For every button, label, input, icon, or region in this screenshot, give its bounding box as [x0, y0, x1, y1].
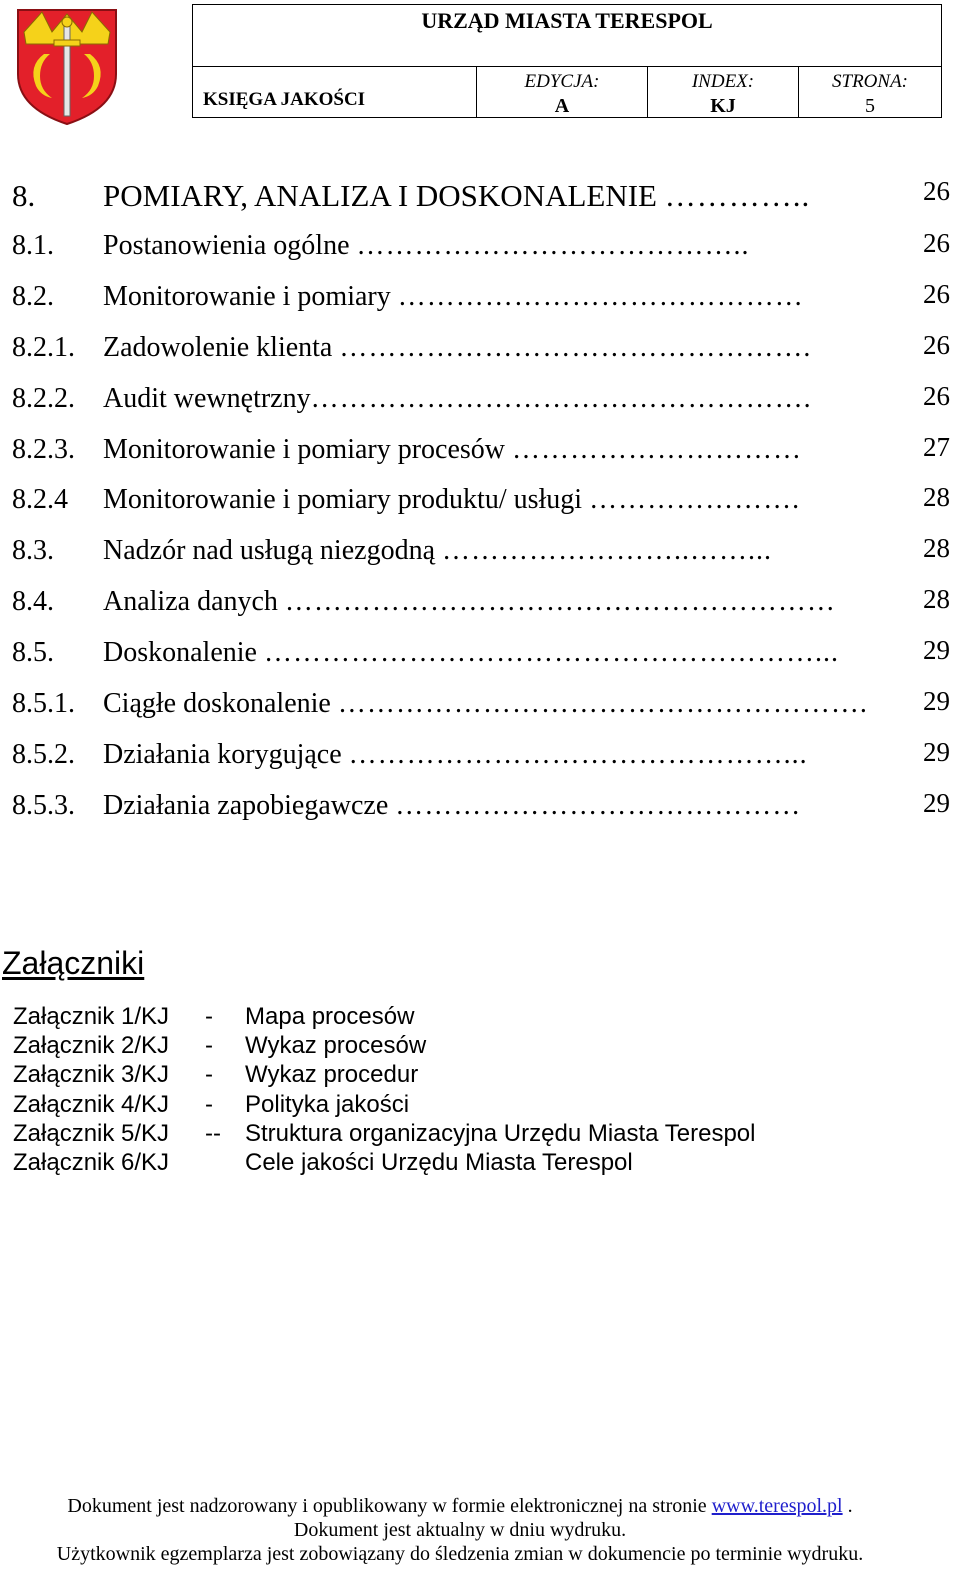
toc-title: Nadzór nad usługą niezgodną: [103, 535, 442, 567]
toc-page: 28: [923, 584, 950, 615]
attachments-heading: Załączniki: [2, 945, 145, 981]
edition-value: A: [554, 95, 570, 117]
toc-page: 26: [923, 329, 950, 360]
toc-dots: ……………………………………………….: [337, 688, 868, 720]
toc-number: 8.2.1.: [12, 331, 75, 363]
attachment-name: Struktura organizacyjna Urzędu Miasta Terespol: [245, 1119, 756, 1147]
edition-label: EDYCJA:: [524, 71, 600, 92]
toc-dots: ……………………………………: [395, 789, 802, 821]
toc-number: 8.5.1.: [12, 688, 75, 720]
toc-page: 26: [923, 176, 950, 206]
attachment-code: Załącznik 5/KJ: [13, 1119, 170, 1147]
toc-entry[interactable]: [12, 381, 950, 432]
toc-dots: ……………………..……...: [442, 535, 772, 567]
page-cell: [798, 67, 941, 117]
attachment-name: Wykaz procedur: [245, 1061, 419, 1089]
toc-dots: …………………………………..: [356, 230, 750, 261]
toc-page: 26: [923, 228, 950, 258]
toc-title: Analiza danych: [103, 586, 285, 618]
toc-page: 29: [923, 736, 950, 767]
header-meta-row: [193, 67, 941, 117]
toc-entry[interactable]: [12, 172, 950, 228]
toc-entry[interactable]: [12, 584, 950, 635]
toc-entry[interactable]: [12, 279, 950, 330]
table-of-contents: [12, 172, 950, 839]
toc-entry[interactable]: [12, 228, 950, 279]
footer-line-3: Użytkownik egzemplarza jest zobowiązany do śledzenia zmian w dokumencie po terminie wydruku.: [56, 1543, 864, 1565]
attachment-code: Załącznik 4/KJ: [13, 1090, 170, 1118]
toc-page: 28: [923, 533, 950, 564]
toc-dots: ……………………………………: [397, 280, 804, 312]
edition-cell: [476, 67, 647, 117]
toc-entry[interactable]: [12, 737, 950, 788]
toc-page: 26: [923, 380, 950, 411]
attachment-separator: -: [205, 1061, 213, 1089]
footer-line-1: [0, 1494, 920, 1518]
toc-dots: ………………….: [589, 484, 801, 516]
toc-entry[interactable]: [12, 635, 950, 686]
toc-number: 8.3.: [12, 535, 54, 567]
attachment-name: Cele jakości Urzędu Miasta Terespol: [245, 1148, 633, 1176]
page-label: STRONA:: [832, 71, 908, 92]
attachment-name: Mapa procesów: [245, 1003, 415, 1030]
attachment-name: Polityka jakości: [245, 1090, 410, 1118]
attachment-code: Załącznik 3/KJ: [13, 1061, 170, 1089]
toc-number: 8.2.: [12, 280, 54, 312]
toc-page: 29: [923, 686, 950, 717]
attachment-code: Załącznik 1/KJ: [13, 1003, 170, 1030]
toc-title: Monitorowanie i pomiary procesów: [103, 433, 513, 465]
footer-line-1-end: .: [842, 1495, 853, 1517]
toc-entry[interactable]: [12, 432, 950, 483]
toc-number: 8.5.: [12, 637, 54, 669]
toc-dots: ………………………………………...: [348, 738, 808, 770]
toc-title: Monitorowanie i pomiary: [103, 280, 398, 312]
toc-page: 27: [923, 431, 950, 462]
toc-number: 8.2.4: [12, 484, 68, 516]
attachment-name: Wykaz procesów: [245, 1032, 427, 1060]
footer-line-1-text: Dokument jest nadzorowany i opublikowany w formie elektronicznej na stronie: [67, 1495, 712, 1517]
toc-entry[interactable]: [12, 330, 950, 381]
index-cell: [647, 67, 798, 117]
office-name: URZĄD MIASTA TERESPOL: [193, 5, 941, 67]
toc-title: Doskonalenie: [103, 637, 264, 669]
attachment-separator: -: [205, 1003, 213, 1030]
book-title: KSIĘGA JAKOŚCI: [203, 89, 366, 110]
toc-number: 8.5.2.: [12, 738, 75, 770]
toc-dots: …………………………………………….: [310, 382, 812, 414]
toc-entry[interactable]: [12, 686, 950, 737]
attachment-separator: -: [205, 1090, 213, 1118]
document-footer: [0, 1494, 920, 1566]
page-value: 5: [865, 95, 875, 117]
toc-page: 26: [923, 278, 950, 309]
city-crest-icon: [14, 4, 120, 128]
toc-title: Działania zapobiegawcze: [103, 789, 396, 821]
toc-page: 29: [923, 787, 950, 818]
toc-title: Zadowolenie klienta: [103, 331, 340, 363]
toc-entry[interactable]: [12, 533, 950, 584]
toc-entry[interactable]: [12, 482, 950, 533]
toc-number: 8.2.2.: [12, 382, 75, 414]
toc-number: 8.4.: [12, 586, 54, 618]
toc-title: Postanowienia ogólne: [103, 230, 357, 261]
attachment-separator: --: [205, 1119, 221, 1147]
website-link[interactable]: www.terespol.pl: [711, 1495, 843, 1517]
toc-number: 8.1.: [12, 230, 54, 261]
index-value: KJ: [710, 95, 736, 117]
toc-number: 8.: [12, 178, 36, 213]
index-label: INDEX:: [691, 71, 755, 92]
toc-title: Działania korygujące: [103, 738, 349, 770]
toc-dots: …………………………: [512, 433, 803, 465]
attachment-separator: -: [205, 1032, 213, 1060]
toc-title: Ciągłe doskonalenie: [103, 688, 338, 720]
toc-number: 8.5.3.: [12, 789, 75, 821]
toc-page: 28: [923, 482, 950, 513]
toc-page: 29: [923, 635, 950, 666]
toc-title: Audit wewnętrzny: [103, 382, 311, 414]
toc-title: Monitorowanie i pomiary produktu/ usługi: [103, 484, 590, 516]
toc-dots: …………..: [664, 178, 811, 213]
attachment-code: Załącznik 6/KJ: [13, 1148, 170, 1176]
toc-entry[interactable]: [12, 788, 950, 839]
footer-line-2: Dokument jest aktualny w dniu wydruku.: [293, 1519, 627, 1541]
book-cell: [193, 67, 476, 117]
toc-dots: …………………………………………………...: [263, 637, 839, 669]
toc-title: POMIARY, ANALIZA I DOSKONALENIE: [103, 178, 665, 213]
toc-number: 8.2.3.: [12, 433, 75, 465]
toc-dots: …………………………………………………: [284, 586, 836, 618]
document-header-table: [192, 4, 942, 118]
attachment-code: Załącznik 2/KJ: [13, 1032, 170, 1060]
toc-dots: ………………………………………….: [339, 331, 812, 363]
